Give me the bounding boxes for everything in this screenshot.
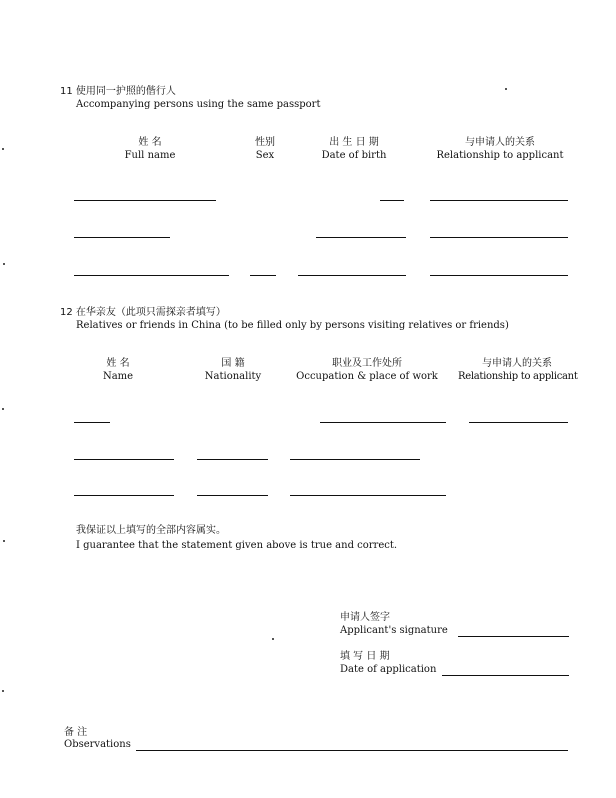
observations-label-zh: 备 注 (64, 727, 88, 738)
s11-row2-dob-line[interactable] (316, 237, 406, 238)
s12-row1-name-line[interactable] (74, 422, 110, 423)
s12-header-name-zh: 姓 名 (106, 358, 130, 369)
s12-header-nationality-en: Nationality (204, 371, 262, 382)
section-12-title-en: Relatives or friends in China (to be filled only by persons visiting relatives or friends) (76, 320, 509, 331)
s11-row3-sex-line[interactable] (250, 275, 276, 276)
observations-label-en: Observations (64, 739, 131, 750)
s11-row3-dob-line[interactable] (298, 275, 406, 276)
s12-header-relation-zh: 与申请人的关系 (482, 358, 552, 369)
s11-row2-name-line[interactable] (74, 237, 170, 238)
s11-header-dob-zh: 出 生 日 期 (329, 137, 379, 148)
s11-header-name-en: Full name (124, 150, 176, 161)
scan-speck (272, 638, 274, 640)
scan-speck (2, 148, 4, 150)
s11-row1-dob-line[interactable] (380, 200, 404, 201)
s11-row1-relation-line[interactable] (430, 200, 568, 201)
s11-row1-name-line[interactable] (74, 200, 216, 201)
s11-row2-relation-line[interactable] (430, 237, 568, 238)
signature-label-en: Applicant's signature (340, 625, 448, 636)
scan-speck (3, 263, 5, 265)
s12-row2-nationality-line[interactable] (197, 459, 268, 460)
s11-header-dob-en: Date of birth (321, 150, 387, 161)
s12-header-occupation-zh: 职业及工作处所 (332, 358, 402, 369)
scan-speck (505, 88, 507, 90)
guarantee-en: I guarantee that the statement given above is true and correct. (76, 540, 398, 551)
guarantee-zh: 我保证以上填写的全部内容属实。 (76, 525, 226, 536)
s12-header-name-en: Name (102, 371, 134, 382)
s12-header-occupation-en: Occupation & place of work (296, 371, 438, 382)
s11-row3-name-line[interactable] (74, 275, 229, 276)
section-11-title-zh: 11 使用同一护照的偕行人 (60, 86, 176, 97)
s12-row3-occupation-line[interactable] (290, 495, 446, 496)
s11-header-sex-zh: 性别 (255, 137, 275, 148)
s12-header-nationality-zh: 国 籍 (221, 358, 245, 369)
section-11-title-en: Accompanying persons using the same passport (76, 99, 321, 110)
s12-row3-nationality-line[interactable] (197, 495, 268, 496)
s11-header-sex-en: Sex (255, 150, 275, 161)
observations-line[interactable] (136, 750, 568, 751)
s12-row3-name-line[interactable] (74, 495, 174, 496)
s12-row1-occupation-line[interactable] (320, 422, 446, 423)
s11-header-name-zh: 姓 名 (138, 137, 162, 148)
s12-row2-name-line[interactable] (74, 459, 174, 460)
signature-label-zh: 申请人签字 (340, 612, 390, 623)
scan-speck (3, 540, 5, 542)
date-label-en: Date of application (340, 664, 437, 675)
section-12-title-zh: 12 在华亲友（此项只需探亲者填写） (60, 307, 226, 318)
s12-row1-relation-line[interactable] (469, 422, 568, 423)
scan-speck (2, 408, 4, 410)
s11-row3-relation-line[interactable] (430, 275, 568, 276)
date-label-zh: 填 写 日 期 (340, 651, 390, 662)
scan-speck (2, 690, 4, 692)
s11-header-relation-en: Relationship to applicant (436, 150, 564, 161)
s12-row2-occupation-line[interactable] (290, 459, 420, 460)
s12-header-relation-en: Relationship to applicant (458, 371, 578, 382)
signature-line[interactable] (458, 636, 569, 637)
s11-header-relation-zh: 与申请人的关系 (465, 137, 535, 148)
date-line[interactable] (442, 675, 569, 676)
